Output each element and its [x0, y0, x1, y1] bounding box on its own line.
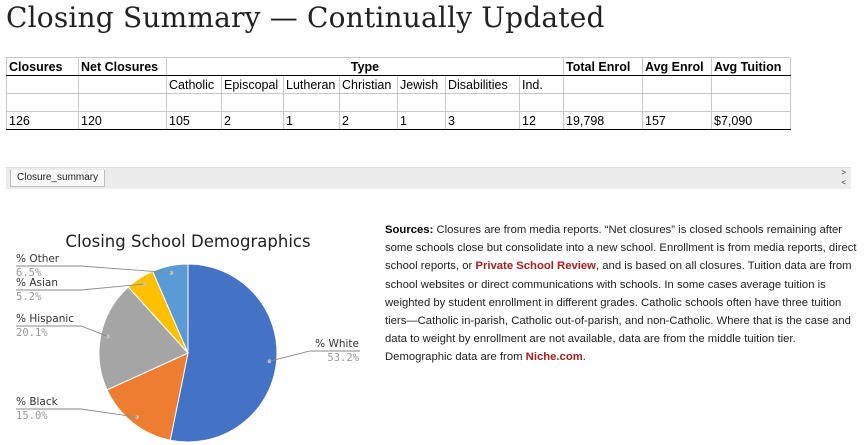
table-cell[interactable]	[284, 94, 340, 112]
slice-value-label: 6.5%	[16, 267, 42, 279]
cell-closures[interactable]: 126	[7, 112, 79, 130]
table-cell[interactable]	[564, 76, 643, 94]
table-cell[interactable]	[7, 94, 79, 112]
subheader-christian[interactable]: Christian	[340, 76, 398, 94]
header-avg-tuition[interactable]: Avg Tuition	[712, 58, 791, 76]
subheader-ind[interactable]: Ind.	[520, 76, 564, 94]
cell-christian[interactable]: 2	[340, 112, 398, 130]
slice-value-label: 5.2%	[16, 291, 42, 303]
header-closures[interactable]: Closures	[7, 58, 79, 76]
table-cell[interactable]	[564, 94, 643, 112]
header-net-closures[interactable]: Net Closures	[79, 58, 167, 76]
table-header-row	[7, 58, 791, 76]
table-cell[interactable]	[446, 94, 520, 112]
cell-episcopal[interactable]: 2	[222, 112, 284, 130]
cell-disabilities[interactable]: 3	[446, 112, 520, 130]
sources-label: Sources:	[385, 224, 434, 236]
chart-title: Closing School Demographics	[65, 232, 311, 251]
slice-label: % Asian	[16, 277, 58, 289]
table-cell[interactable]	[398, 94, 446, 112]
slice-label: % White	[315, 338, 359, 350]
table-blank-row	[7, 94, 791, 112]
header-avg-enrol[interactable]: Avg Enrol	[643, 58, 712, 76]
cell-avg-enrol[interactable]: 157	[643, 112, 712, 130]
table-cell[interactable]	[167, 94, 222, 112]
cell-total-enrol[interactable]: 19,798	[564, 112, 643, 130]
table-data-row	[7, 112, 791, 130]
slice-value-label: 53.2%	[327, 352, 359, 364]
table-cell[interactable]	[520, 94, 564, 112]
slice-label: % Hispanic	[16, 313, 75, 325]
cell-jewish[interactable]: 1	[398, 112, 446, 130]
page-title: Closing Summary — Continually Updated	[6, 1, 605, 34]
sheet-tab-bar	[6, 167, 851, 189]
header-type[interactable]: Type	[167, 58, 564, 76]
table-cell[interactable]	[712, 76, 791, 94]
closing-summary-table	[6, 57, 791, 130]
slice-value-label: 20.1%	[16, 327, 48, 339]
sources-text-2: , and is based on all closures. Tuition data are from school websites or direct communications with schools. In some cases average tuition is weighted by student enrollment in different grades. Catholic schools often have three tuition tiers—Catholic in-parish, Catholic out-of-parish, and non-Catholic. Where that is the case and data to weight by enrollment are not available, data are from the middle tuition tier. Demographic data are from	[385, 260, 852, 364]
prev-sheet-arrow-icon[interactable]: <	[841, 178, 846, 187]
subheader-lutheran[interactable]: Lutheran	[284, 76, 340, 94]
sources-note	[385, 221, 857, 367]
table-subheader-row	[7, 76, 791, 94]
sources-text-3: .	[582, 351, 586, 364]
table-cell[interactable]	[340, 94, 398, 112]
cell-catholic[interactable]: 105	[167, 112, 222, 130]
cell-avg-tuition[interactable]: $7,090	[712, 112, 791, 130]
cell-net-closures[interactable]: 120	[79, 112, 167, 130]
slice-label: % Other	[16, 253, 60, 265]
table-cell[interactable]	[712, 94, 791, 112]
demographics-pie-chart	[0, 220, 370, 445]
table-cell[interactable]	[643, 94, 712, 112]
cell-lutheran[interactable]: 1	[284, 112, 340, 130]
next-sheet-arrow-icon[interactable]: >	[841, 168, 846, 177]
table-cell[interactable]	[222, 94, 284, 112]
subheader-jewish[interactable]: Jewish	[398, 76, 446, 94]
table-cell[interactable]	[643, 76, 712, 94]
table-cell[interactable]	[79, 76, 167, 94]
cell-ind[interactable]: 12	[520, 112, 564, 130]
sources-text-1: Closures are from media reports. “Net closures” is closed schools remaining after some schools close but consolidate into a new school. Enrollment is from media reports, direct school reports, or	[385, 224, 857, 273]
niche-link[interactable]: Niche.com	[525, 351, 583, 364]
subheader-disabilities[interactable]: Disabilities	[446, 76, 520, 94]
header-total-enrol[interactable]: Total Enrol	[564, 58, 643, 76]
table-cell[interactable]	[79, 94, 167, 112]
sheet-tab-closure-summary[interactable]: Closure_summary	[10, 170, 105, 187]
slice-label: % Black	[16, 396, 58, 408]
subheader-episcopal[interactable]: Episcopal	[222, 76, 284, 94]
slice-value-label: 15.0%	[16, 410, 48, 422]
private-school-review-link[interactable]: Private School Review	[475, 260, 596, 273]
table-cell[interactable]	[7, 76, 79, 94]
subheader-catholic[interactable]: Catholic	[167, 76, 222, 94]
